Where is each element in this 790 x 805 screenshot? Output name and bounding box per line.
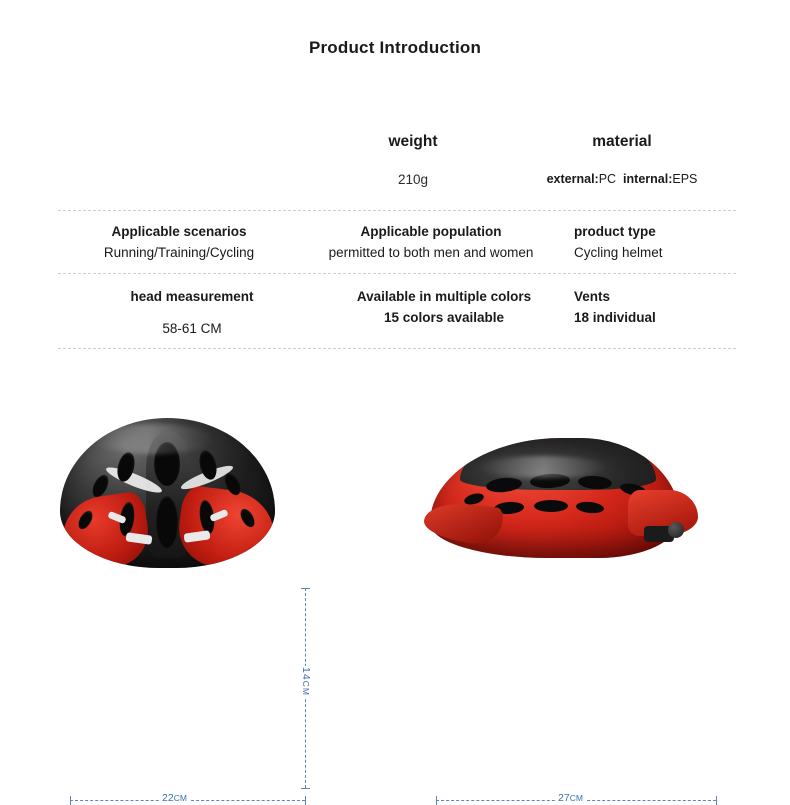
population-label: Applicable population	[360, 224, 502, 239]
page-title: Product Introduction	[308, 38, 482, 57]
product-figures	[0, 408, 790, 804]
helmet-vent	[156, 496, 178, 548]
head-measurement-value: 58-61 CM	[162, 320, 222, 336]
helmet-side-view	[430, 430, 690, 804]
spec-cell-vents	[562, 287, 736, 329]
front-width-value: 22	[162, 792, 174, 804]
spec-cell-population	[300, 222, 562, 264]
side-width-unit: CM	[569, 793, 583, 803]
product-type-value: Cycling helmet	[574, 244, 663, 260]
colors-value: 15 colors available	[383, 309, 505, 325]
helmet-shell	[60, 418, 275, 568]
weight-label: weight	[388, 133, 438, 150]
spec-cell-material	[508, 120, 736, 189]
helmet-red-right	[175, 484, 275, 568]
front-height-unit: CM	[301, 680, 311, 696]
spec-cell-head-measurement	[58, 287, 326, 340]
helmet-gloss-highlight	[478, 456, 608, 478]
spec-cell-scenarios	[58, 222, 300, 264]
spec-cell-weight	[318, 120, 508, 191]
side-width-value: 27	[558, 792, 570, 804]
divider-3	[58, 348, 736, 349]
front-height-value: 14	[300, 667, 312, 681]
helmet-vent	[534, 500, 568, 512]
helmet-gloss-highlight	[94, 424, 214, 454]
helmet-adjust-dial	[668, 522, 684, 538]
spec-row-weight-material	[58, 120, 736, 210]
spec-row-scenarios	[58, 211, 736, 273]
spec-table	[58, 120, 736, 349]
weight-value: 210g	[397, 172, 429, 188]
helmet-front-image	[60, 418, 275, 578]
product-type-label: product type	[574, 224, 656, 239]
front-width-unit: CM	[173, 793, 187, 803]
colors-label: Available in multiple colors	[356, 289, 532, 304]
material-internal-value: EPS	[672, 172, 698, 187]
spec-cell-product-type	[562, 222, 736, 264]
spec-row-head-colors-vents	[58, 274, 736, 348]
material-label: material	[592, 133, 652, 150]
population-value: permitted to both men and women	[328, 244, 534, 260]
vents-label: Vents	[574, 289, 611, 304]
scenarios-label: Applicable scenarios	[111, 224, 247, 239]
material-external-label: external:	[546, 172, 599, 187]
spec-cell-colors	[326, 287, 562, 329]
material-external-value: PC	[598, 172, 617, 187]
head-measurement-label: head measurement	[130, 289, 254, 304]
vents-value: 18 individual	[574, 309, 656, 325]
helmet-front-view	[60, 418, 312, 804]
material-internal-label: internal:	[623, 172, 673, 187]
helmet-red-left	[60, 490, 153, 568]
material-value	[508, 170, 736, 189]
helmet-side-image	[430, 430, 690, 590]
helmet-vent	[576, 501, 605, 515]
scenarios-value: Running/Training/Cycling	[103, 244, 255, 260]
